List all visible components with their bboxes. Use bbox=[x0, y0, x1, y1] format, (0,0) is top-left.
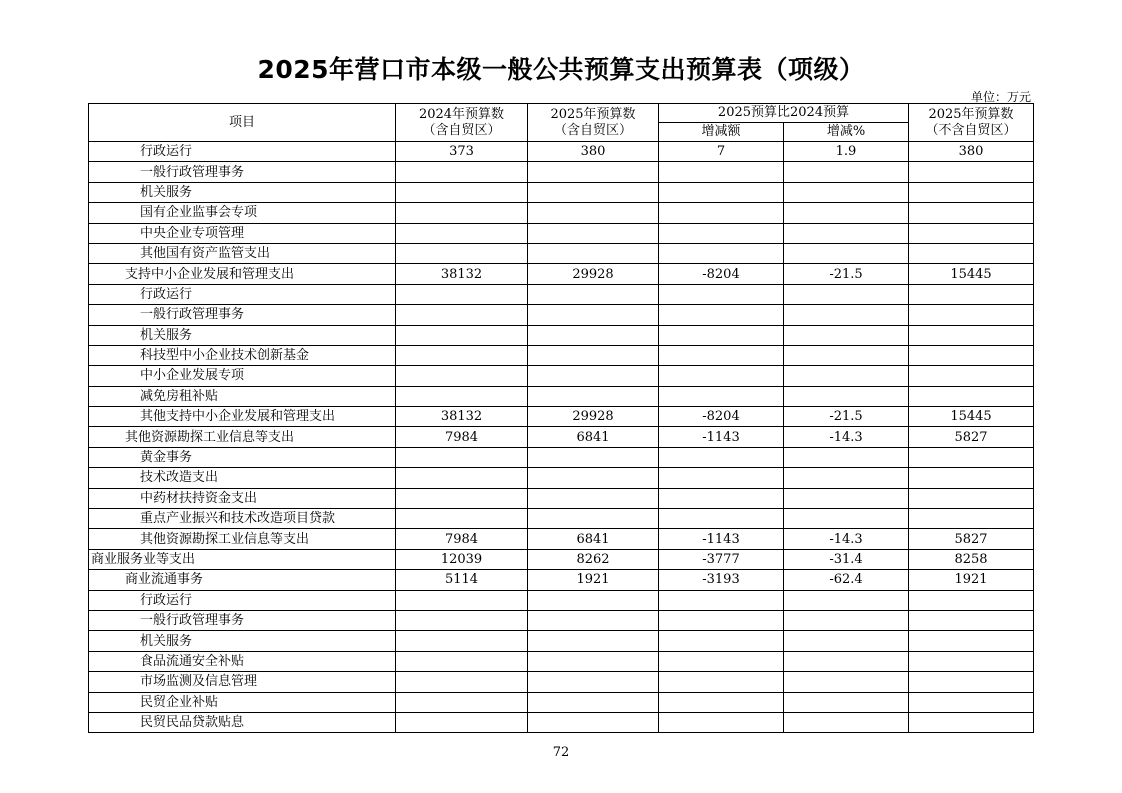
cell-change-amount bbox=[659, 447, 784, 467]
header-2025ex-line2: （不含自贸区） bbox=[925, 122, 1017, 138]
cell-change-amount bbox=[659, 325, 784, 345]
cell-2024 bbox=[396, 203, 528, 223]
table-row bbox=[89, 386, 1034, 406]
cell-change-amount bbox=[659, 631, 784, 651]
cell-2025 bbox=[528, 672, 659, 692]
cell-2024 bbox=[396, 223, 528, 243]
table-row bbox=[89, 305, 1034, 325]
cell-2024: 38132 bbox=[396, 407, 528, 427]
row-item-name: 中药材扶持资金支出 bbox=[89, 488, 396, 508]
cell-2025-excluding bbox=[909, 366, 1034, 386]
cell-2024 bbox=[396, 488, 528, 508]
cell-change-pct bbox=[784, 447, 909, 467]
cell-2025 bbox=[528, 468, 659, 488]
cell-2025-excluding bbox=[909, 610, 1034, 630]
cell-change-pct bbox=[784, 672, 909, 692]
cell-change-amount: -1143 bbox=[659, 427, 784, 447]
row-item-name: 其他资源勘探工业信息等支出 bbox=[89, 427, 396, 447]
table-row bbox=[89, 427, 1034, 447]
row-item-name: 中小企业发展专项 bbox=[89, 366, 396, 386]
header-2024-line1: 2024年预算数 bbox=[418, 106, 505, 122]
cell-2024 bbox=[396, 610, 528, 630]
cell-2025 bbox=[528, 243, 659, 263]
cell-2025-excluding bbox=[909, 672, 1034, 692]
header-item: 项目 bbox=[89, 104, 396, 142]
cell-2025-excluding bbox=[909, 651, 1034, 671]
table-row bbox=[89, 488, 1034, 508]
header-compare: 2025预算比2024预算 bbox=[659, 104, 909, 123]
cell-change-amount bbox=[659, 488, 784, 508]
cell-change-amount bbox=[659, 345, 784, 365]
header-2025-excluding bbox=[909, 104, 1034, 142]
table-row bbox=[89, 243, 1034, 263]
table-row bbox=[89, 631, 1034, 651]
row-item-name: 机关服务 bbox=[89, 631, 396, 651]
cell-change-pct bbox=[784, 488, 909, 508]
table-row bbox=[89, 529, 1034, 549]
cell-change-pct bbox=[784, 631, 909, 651]
cell-change-amount bbox=[659, 468, 784, 488]
cell-2025: 6841 bbox=[528, 529, 659, 549]
cell-2024 bbox=[396, 162, 528, 182]
cell-2024 bbox=[396, 366, 528, 386]
cell-2024 bbox=[396, 712, 528, 732]
cell-change-amount bbox=[659, 182, 784, 202]
cell-change-pct bbox=[784, 325, 909, 345]
cell-2025-excluding bbox=[909, 468, 1034, 488]
cell-2025 bbox=[528, 651, 659, 671]
cell-change-amount bbox=[659, 366, 784, 386]
cell-change-pct bbox=[784, 468, 909, 488]
cell-change-amount bbox=[659, 386, 784, 406]
page-number: 72 bbox=[552, 745, 570, 760]
row-item-name: 中央企业专项管理 bbox=[89, 223, 396, 243]
row-item-name: 食品流通安全补贴 bbox=[89, 651, 396, 671]
cell-2025 bbox=[528, 162, 659, 182]
table-row bbox=[89, 672, 1034, 692]
cell-2024: 7984 bbox=[396, 529, 528, 549]
cell-2025 bbox=[528, 386, 659, 406]
row-item-name: 其他资源勘探工业信息等支出 bbox=[89, 529, 396, 549]
cell-2024: 7984 bbox=[396, 427, 528, 447]
cell-change-amount: -1143 bbox=[659, 529, 784, 549]
cell-change-amount: -8204 bbox=[659, 264, 784, 284]
header-2025-line1: 2025年预算数 bbox=[550, 106, 636, 122]
row-item-name: 民贸民品贷款贴息 bbox=[89, 712, 396, 732]
header-2025-line2: （含自贸区） bbox=[553, 122, 632, 138]
cell-change-pct bbox=[784, 203, 909, 223]
cell-2025 bbox=[528, 223, 659, 243]
cell-2025: 380 bbox=[528, 142, 659, 162]
cell-2025-excluding: 15445 bbox=[909, 264, 1034, 284]
row-item-name: 行政运行 bbox=[89, 284, 396, 304]
cell-2025 bbox=[528, 488, 659, 508]
cell-change-amount bbox=[659, 692, 784, 712]
cell-2024 bbox=[396, 182, 528, 202]
header-2024-line2: （含自贸区） bbox=[422, 122, 501, 138]
cell-change-pct: -14.3 bbox=[784, 529, 909, 549]
cell-change-pct bbox=[784, 651, 909, 671]
cell-change-amount bbox=[659, 672, 784, 692]
table-row bbox=[89, 366, 1034, 386]
cell-2024 bbox=[396, 325, 528, 345]
cell-2025-excluding bbox=[909, 243, 1034, 263]
cell-change-amount: -8204 bbox=[659, 407, 784, 427]
cell-2025-excluding: 1921 bbox=[909, 570, 1034, 590]
cell-change-amount: -3777 bbox=[659, 549, 784, 569]
cell-change-pct bbox=[784, 386, 909, 406]
header-change-pct: 增减% bbox=[784, 123, 909, 142]
cell-2025: 29928 bbox=[528, 407, 659, 427]
header-2025 bbox=[528, 104, 659, 142]
row-item-name: 民贸企业补贴 bbox=[89, 692, 396, 712]
cell-2024 bbox=[396, 386, 528, 406]
cell-2025 bbox=[528, 203, 659, 223]
table-row bbox=[89, 651, 1034, 671]
cell-2025 bbox=[528, 345, 659, 365]
row-item-name: 支持中小企业发展和管理支出 bbox=[89, 264, 396, 284]
table-body bbox=[89, 142, 1034, 733]
cell-2025-excluding bbox=[909, 488, 1034, 508]
cell-2025-excluding bbox=[909, 182, 1034, 202]
table-row bbox=[89, 590, 1034, 610]
row-item-name: 行政运行 bbox=[89, 142, 396, 162]
cell-2025-excluding: 380 bbox=[909, 142, 1034, 162]
cell-change-pct bbox=[784, 223, 909, 243]
cell-2024: 5114 bbox=[396, 570, 528, 590]
cell-2025 bbox=[528, 366, 659, 386]
cell-change-pct bbox=[784, 182, 909, 202]
cell-change-amount bbox=[659, 610, 784, 630]
row-item-name: 科技型中小企业技术创新基金 bbox=[89, 345, 396, 365]
cell-change-pct bbox=[784, 243, 909, 263]
row-item-name: 重点产业振兴和技术改造项目贷款 bbox=[89, 509, 396, 529]
table-row bbox=[89, 509, 1034, 529]
cell-change-amount bbox=[659, 651, 784, 671]
cell-change-pct bbox=[784, 590, 909, 610]
cell-2025: 6841 bbox=[528, 427, 659, 447]
cell-2024 bbox=[396, 345, 528, 365]
table-row bbox=[89, 284, 1034, 304]
table-row bbox=[89, 468, 1034, 488]
row-item-name: 行政运行 bbox=[89, 590, 396, 610]
cell-2024: 38132 bbox=[396, 264, 528, 284]
header-2025ex-line1: 2025年预算数 bbox=[928, 106, 1014, 122]
cell-change-amount bbox=[659, 712, 784, 732]
cell-change-pct: -31.4 bbox=[784, 549, 909, 569]
cell-change-pct bbox=[784, 509, 909, 529]
cell-2024 bbox=[396, 692, 528, 712]
cell-change-amount bbox=[659, 203, 784, 223]
table-row bbox=[89, 182, 1034, 202]
cell-2025-excluding bbox=[909, 509, 1034, 529]
cell-2025-excluding bbox=[909, 386, 1034, 406]
cell-change-pct bbox=[784, 162, 909, 182]
cell-change-pct bbox=[784, 712, 909, 732]
cell-2025-excluding bbox=[909, 325, 1034, 345]
table-row bbox=[89, 549, 1034, 569]
cell-2025 bbox=[528, 284, 659, 304]
table-row bbox=[89, 264, 1034, 284]
row-item-name: 其他支持中小企业发展和管理支出 bbox=[89, 407, 396, 427]
cell-change-pct: -14.3 bbox=[784, 427, 909, 447]
cell-2024 bbox=[396, 305, 528, 325]
cell-change-pct: 1.9 bbox=[784, 142, 909, 162]
cell-2024 bbox=[396, 284, 528, 304]
cell-change-pct: -21.5 bbox=[784, 407, 909, 427]
row-item-name: 国有企业监事会专项 bbox=[89, 203, 396, 223]
row-item-name: 机关服务 bbox=[89, 325, 396, 345]
cell-change-amount: 7 bbox=[659, 142, 784, 162]
cell-2025-excluding bbox=[909, 692, 1034, 712]
cell-2024 bbox=[396, 243, 528, 263]
cell-2025 bbox=[528, 610, 659, 630]
cell-2025-excluding bbox=[909, 162, 1034, 182]
cell-2024 bbox=[396, 468, 528, 488]
cell-2024 bbox=[396, 590, 528, 610]
table-row bbox=[89, 570, 1034, 590]
table-row bbox=[89, 610, 1034, 630]
cell-2025 bbox=[528, 305, 659, 325]
cell-2025-excluding bbox=[909, 203, 1034, 223]
cell-change-pct: -62.4 bbox=[784, 570, 909, 590]
cell-change-amount bbox=[659, 590, 784, 610]
cell-change-pct bbox=[784, 610, 909, 630]
budget-table bbox=[88, 103, 1034, 733]
row-item-name: 市场监测及信息管理 bbox=[89, 672, 396, 692]
cell-change-amount bbox=[659, 243, 784, 263]
cell-change-pct: -21.5 bbox=[784, 264, 909, 284]
table-row bbox=[89, 447, 1034, 467]
table-row bbox=[89, 345, 1034, 365]
row-item-name: 商业流通事务 bbox=[89, 570, 396, 590]
cell-2025 bbox=[528, 509, 659, 529]
cell-2025-excluding bbox=[909, 712, 1034, 732]
table-row bbox=[89, 203, 1034, 223]
cell-2024 bbox=[396, 447, 528, 467]
cell-2025-excluding bbox=[909, 345, 1034, 365]
page-title: 2025年营口市本级一般公共预算支出预算表（项级） bbox=[257, 55, 865, 84]
cell-2025-excluding bbox=[909, 284, 1034, 304]
row-item-name: 一般行政管理事务 bbox=[89, 305, 396, 325]
cell-2025-excluding: 8258 bbox=[909, 549, 1034, 569]
cell-2025-excluding bbox=[909, 223, 1034, 243]
cell-2025-excluding: 15445 bbox=[909, 407, 1034, 427]
table-header bbox=[89, 104, 1034, 142]
table-row bbox=[89, 407, 1034, 427]
cell-change-amount bbox=[659, 509, 784, 529]
cell-2024: 373 bbox=[396, 142, 528, 162]
cell-2025 bbox=[528, 712, 659, 732]
cell-2025 bbox=[528, 692, 659, 712]
row-item-name: 一般行政管理事务 bbox=[89, 162, 396, 182]
cell-2024 bbox=[396, 509, 528, 529]
table-row bbox=[89, 712, 1034, 732]
unit-label: 单位：万元 bbox=[970, 90, 1031, 104]
cell-change-amount: -3193 bbox=[659, 570, 784, 590]
cell-2024 bbox=[396, 672, 528, 692]
cell-2025: 29928 bbox=[528, 264, 659, 284]
cell-2025: 8262 bbox=[528, 549, 659, 569]
cell-2025-excluding bbox=[909, 631, 1034, 651]
cell-2025 bbox=[528, 447, 659, 467]
cell-change-amount bbox=[659, 223, 784, 243]
cell-2024: 12039 bbox=[396, 549, 528, 569]
cell-change-pct bbox=[784, 366, 909, 386]
table-row bbox=[89, 142, 1034, 162]
cell-2025: 1921 bbox=[528, 570, 659, 590]
cell-2025-excluding bbox=[909, 305, 1034, 325]
row-item-name: 其他国有资产监管支出 bbox=[89, 243, 396, 263]
cell-2025-excluding: 5827 bbox=[909, 529, 1034, 549]
row-item-name: 技术改造支出 bbox=[89, 468, 396, 488]
table-row bbox=[89, 692, 1034, 712]
cell-2025 bbox=[528, 590, 659, 610]
cell-2025-excluding: 5827 bbox=[909, 427, 1034, 447]
table-row bbox=[89, 325, 1034, 345]
cell-change-amount bbox=[659, 284, 784, 304]
cell-2025 bbox=[528, 631, 659, 651]
cell-2024 bbox=[396, 651, 528, 671]
cell-change-pct bbox=[784, 692, 909, 712]
cell-change-amount bbox=[659, 305, 784, 325]
row-item-name: 黄金事务 bbox=[89, 447, 396, 467]
cell-2025 bbox=[528, 325, 659, 345]
cell-2025-excluding bbox=[909, 447, 1034, 467]
cell-change-pct bbox=[784, 305, 909, 325]
row-item-name: 一般行政管理事务 bbox=[89, 610, 396, 630]
cell-2025-excluding bbox=[909, 590, 1034, 610]
table-row bbox=[89, 162, 1034, 182]
cell-2024 bbox=[396, 631, 528, 651]
header-change-amount: 增减额 bbox=[659, 123, 784, 142]
cell-change-pct bbox=[784, 284, 909, 304]
row-item-name: 减免房租补贴 bbox=[89, 386, 396, 406]
cell-change-pct bbox=[784, 345, 909, 365]
cell-change-amount bbox=[659, 162, 784, 182]
row-item-name: 商业服务业等支出 bbox=[89, 549, 396, 569]
header-2024 bbox=[396, 104, 528, 142]
row-item-name: 机关服务 bbox=[89, 182, 396, 202]
cell-2025 bbox=[528, 182, 659, 202]
table-row bbox=[89, 223, 1034, 243]
